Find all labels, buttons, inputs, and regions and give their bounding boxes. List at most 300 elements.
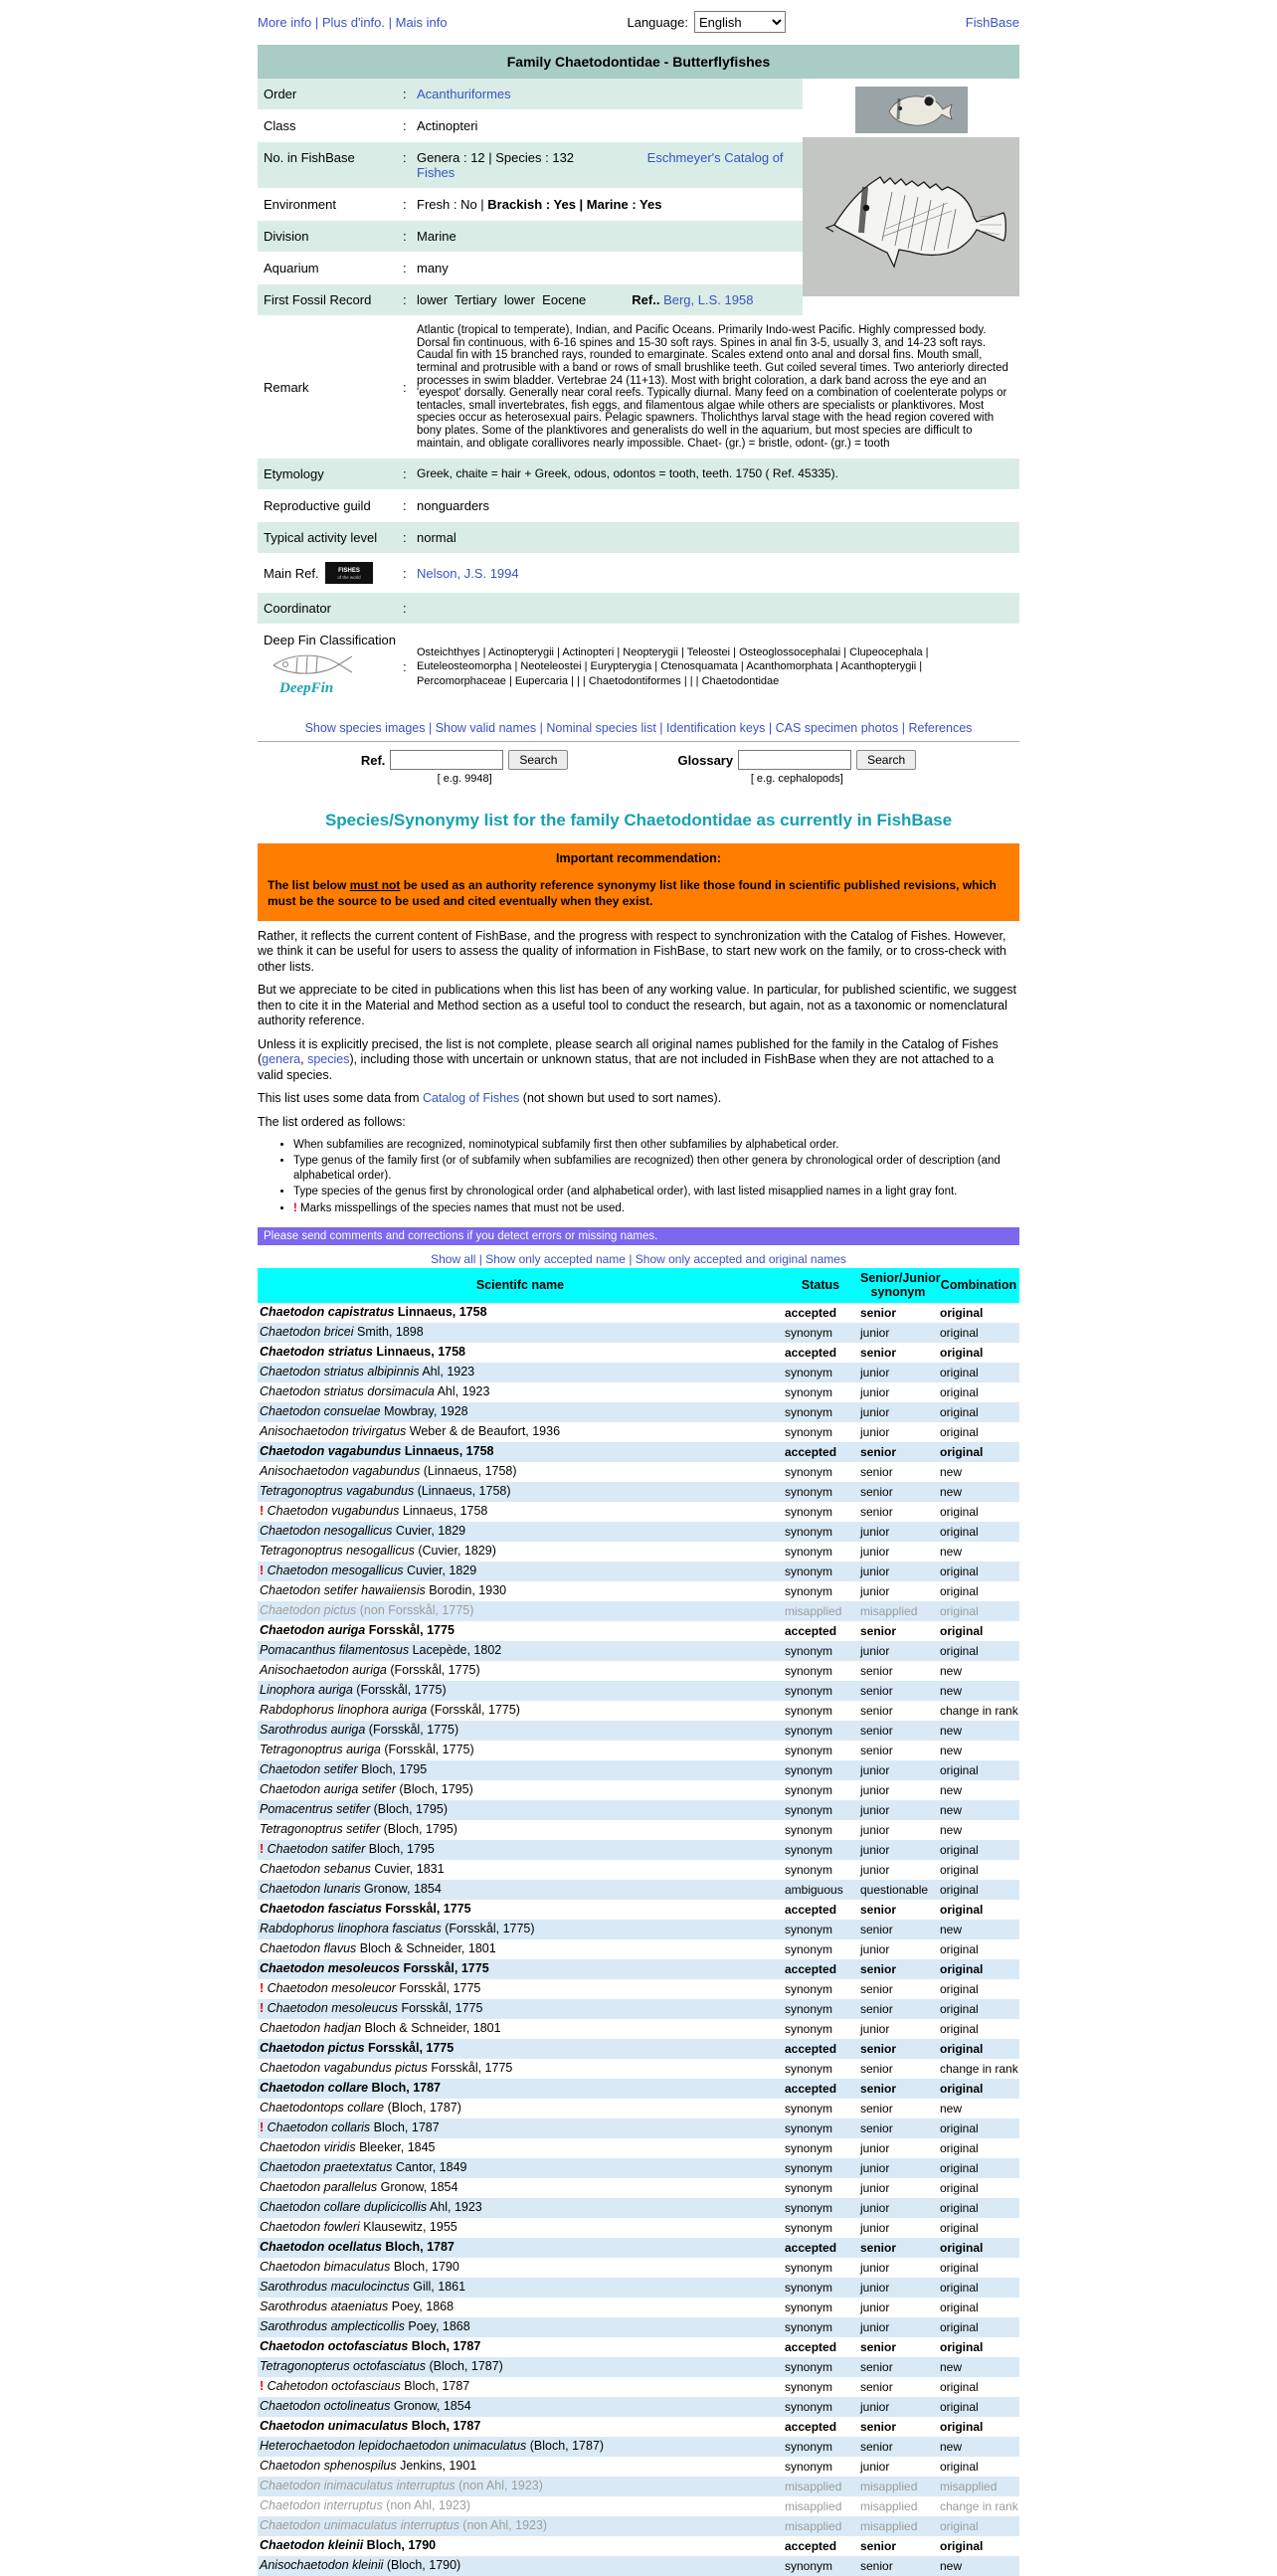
info-label: No. in FishBase <box>264 150 355 165</box>
combination-cell: new <box>940 1464 963 1479</box>
feedback-banner: Please send comments and corrections if you detect errors or missing names. <box>258 1227 1019 1245</box>
synonymy-row <box>258 2198 1019 2218</box>
combination-cell: original <box>940 2200 979 2215</box>
scientific-name-cell <box>258 1760 783 1780</box>
reproductive-guild-value: nonguarders <box>417 498 489 514</box>
status-cell: misapplied <box>785 2518 842 2533</box>
colon: : <box>403 197 407 212</box>
synonymy-row <box>258 1860 1019 1880</box>
combination-cell: original <box>940 1603 979 1618</box>
synonymy-row <box>258 1760 1019 1780</box>
fishbase-home-link[interactable]: FishBase <box>965 14 1019 30</box>
species-tool-link-2[interactable]: Show valid names <box>435 721 537 736</box>
scientific-name: Chaetodon striatus albipinnis <box>260 1365 420 1380</box>
status-cell: synonym <box>785 1941 833 1956</box>
synonymy-row <box>258 1581 1019 1601</box>
author-citation: Forsskål, 1775 <box>427 2061 513 2076</box>
synonymy-row <box>258 1959 1019 1979</box>
author-citation: Forsskål, 1775 <box>364 2041 455 2056</box>
info-label: Environment <box>264 197 336 212</box>
scientific-name: Chaetodon vugabundus <box>267 1504 400 1519</box>
author-citation: Gronow, 1854 <box>377 2180 458 2195</box>
info-label: Reproductive guild <box>264 498 371 514</box>
seniority-cell: senior <box>860 2120 893 2135</box>
svg-text:of the world: of the world <box>337 575 361 581</box>
scientific-name: Chaetodon vagabundus <box>260 1444 402 1459</box>
scientific-name-cell <box>258 1581 783 1601</box>
status-cell: ambiguous <box>785 1882 843 1897</box>
svg-text:FISHES: FISHES <box>337 568 360 575</box>
author-citation: Poey, 1868 <box>404 2319 470 2334</box>
author-citation: (Forsskål, 1775) <box>380 1743 474 1757</box>
status-cell: accepted <box>785 1444 837 1459</box>
author-citation: (Bloch, 1787) <box>526 2439 605 2454</box>
seniority-cell: senior <box>860 1623 897 1638</box>
scientific-name: Chaetodon sphenospilus <box>260 2459 397 2474</box>
scientific-name: Chaetodon mesoleucus <box>267 2001 398 2016</box>
combination-cell: original <box>940 2518 979 2533</box>
ordering-rule: • Type genus of the family first (or of subfamily when subfamilies are recognized) then other genera by chronological order of description (and alphabetical order). <box>293 1154 1019 1183</box>
scientific-name-cell <box>258 1562 783 1581</box>
eschmeyer-catalog-link[interactable]: Eschmeyer's Catalog of Fishes <box>417 150 784 180</box>
combination-cell: misapplied <box>940 2479 998 2493</box>
synonymy-row <box>258 1900 1019 1920</box>
scientific-name: Chaetodon setifer <box>260 1762 358 1777</box>
list-filter-link-1[interactable]: Show all <box>431 1251 476 1266</box>
scientific-name-cell <box>258 2198 783 2218</box>
author-citation: Ahl, 1923 <box>419 1365 475 1380</box>
colon: : <box>403 601 407 617</box>
synonymy-table-body <box>258 1303 1019 2576</box>
seniority-cell: senior <box>860 1703 893 1718</box>
link-separator: | <box>475 1251 486 1266</box>
scientific-name: Chaetodon bricei <box>260 1325 354 1340</box>
scientific-name-cell <box>258 2357 783 2377</box>
main-ref-link[interactable]: Nelson, J.S. 1994 <box>417 565 519 581</box>
status-cell: synonym <box>785 2459 833 2474</box>
synonymy-row <box>258 2516 1019 2536</box>
link-separator: | <box>765 721 776 736</box>
info-row-division <box>258 221 803 253</box>
info-row-activity-level <box>258 522 1019 554</box>
scientific-name-cell <box>258 2397 783 2417</box>
synonymy-row <box>258 2059 1019 2079</box>
synonymy-row <box>258 1661 1019 1681</box>
ordering-rule: • Type species of the genus first by chronological order (and alphabetical order), with last listed misapplied names in a light gray font. <box>293 1185 1019 1198</box>
scientific-name-cell <box>258 2337 783 2357</box>
top-info-links <box>258 15 448 30</box>
status-cell: accepted <box>785 2339 837 2354</box>
author-citation: Lacepède, 1802 <box>409 1643 502 1658</box>
misspelling-flag-icon: ! <box>260 2120 268 2135</box>
page <box>258 0 1019 2576</box>
scientific-name: Anisochaetodon kleinii <box>260 2558 384 2573</box>
activity-level-value: normal <box>417 530 456 546</box>
scientific-name: Chaetodon bimaculatus <box>260 2260 391 2275</box>
author-citation: Bloch, 1795 <box>365 1842 435 1857</box>
status-cell: synonym <box>785 1922 833 1936</box>
colon: : <box>403 498 407 514</box>
status-cell: synonym <box>785 1762 833 1777</box>
order-link[interactable]: Acanthuriformes <box>417 87 511 101</box>
scientific-name-cell <box>258 1621 783 1641</box>
top-info-link-3[interactable]: Mais info <box>395 14 448 30</box>
fossil-ref-label: Ref.. <box>632 292 660 307</box>
colon: : <box>403 565 407 581</box>
status-cell: synonym <box>785 1723 833 1738</box>
scientific-name: Anisochaetodon vagabundus <box>260 1464 421 1479</box>
language-group <box>627 11 785 33</box>
synonymy-row <box>258 2158 1019 2178</box>
author-citation: (Linnaeus, 1758) <box>420 1464 517 1479</box>
status-cell: synonym <box>785 1663 833 1678</box>
genera-link[interactable]: genera <box>262 1052 301 1067</box>
synonymy-row <box>258 1522 1019 1542</box>
search-area <box>258 750 1019 785</box>
author-citation: Poey, 1868 <box>388 2300 455 2314</box>
ordering-rule: • When subfamilies are recognized, nominotypical subfamily first then other subfamilies by alphabetical order. <box>293 1138 1019 1152</box>
seniority-cell: junior <box>860 1583 890 1598</box>
synonymy-row <box>258 2099 1019 2118</box>
misspelling-flag-icon: ! <box>260 2379 268 2394</box>
author-citation: Bloch & Schneider, 1801 <box>356 1941 496 1956</box>
info-label: Coordinator <box>264 601 331 617</box>
info-row-no-in-fishbase <box>258 142 803 189</box>
info-label: Order <box>264 87 297 101</box>
scientific-name-cell <box>258 2059 783 2079</box>
author-citation: Bleeker, 1845 <box>355 2140 436 2155</box>
synonymy-row <box>258 1601 1019 1621</box>
author-citation: (Forsskål, 1775) <box>352 1683 447 1698</box>
synonymy-row <box>258 1621 1019 1641</box>
ref-search-input[interactable] <box>390 750 503 770</box>
synonymy-row <box>258 2556 1019 2576</box>
scientific-name: Pomacentrus setifer <box>260 1802 371 1817</box>
synonymy-row <box>258 2238 1019 2258</box>
deepfin-classification-text: Osteichthyes | Actinopterygii | Actinopteri | Neopterygii | Teleostei | Osteoglossocephalai | Clupeocephala | Euteleosteomorpha | Neoteleostei | Eurypterygia | Ctenosquamata | Acanthomorphata | Acanthopterygii | Percomorphaceae | Eupercaria | | | Chaetodontiformes | | | Chaetodontidae <box>417 645 929 687</box>
scientific-name: Chaetodon satifer <box>267 1842 366 1857</box>
combination-cell: change in rank <box>940 2498 1018 2513</box>
scientific-name: Chaetodon striatus <box>260 1345 373 1360</box>
synonymy-row <box>258 1323 1019 1343</box>
species-tool-link-5[interactable]: CAS specimen photos <box>775 721 899 736</box>
combination-cell: new <box>940 2558 963 2573</box>
fossil-ref-link[interactable]: Berg, L.S. 1958 <box>663 292 754 307</box>
scientific-name-cell <box>258 1900 783 1920</box>
author-citation: Smith, 1898 <box>353 1325 424 1340</box>
scientific-name-cell <box>258 1422 783 1442</box>
scientific-name-cell <box>258 2377 783 2397</box>
ordering-rule: • ! Marks misspellings of the species names that must not be used. <box>293 1201 1019 1215</box>
synonymy-row <box>258 1502 1019 1522</box>
link-separator: | <box>655 721 667 736</box>
fossil-record-value: lower Tertiary lower Eocene <box>417 292 587 307</box>
scientific-name-cell <box>258 2099 783 2118</box>
remark-text: Atlantic (tropical to temperate), Indian, and Pacific Oceans. Primarily Indo-west Pacific. Highly compressed body. Dorsal fin continuous, with 6-16 spines and 15-30 soft rays. Spines in anal fin 3-5, usually 3, and 14-23 soft rays. Caudal fin with 15 branched rays, rounded to emarginate. Scales extend onto anal and dorsal fins. Mouth small, terminal and protrusible with a band or rows of small brushlike teeth. Gut coiled several times. Two anteriorly directed processes in swim bladder. Vertebrae 24 (11+13). Most with bright coloration, a dark band across the eye and an 'eyespot' dorsally. Generally near coral reefs. Typically diurnal. Many feed on a combination of coelenterate polyps or tentacles, small invertebrates, fish eggs, and filamentous algae while others are specialists or planktivores. Most species occur as heterosexual pairs. Pelagic spawners. Tholichthys larval stage with the head region covered with bony plates. Some of the planktivores and generalists do well in the aquarium, but most species are difficult to maintain, and obligate corallivores nearly impossible. Chaet- (gr.) = bristle, odont- (gr.) = tooth <box>417 324 1008 450</box>
synonymy-row <box>258 2457 1019 2477</box>
recommendation-box <box>258 843 1019 920</box>
scientific-name-cell <box>258 2079 783 2099</box>
scientific-name-cell <box>258 1780 783 1800</box>
combination-cell: new <box>940 1484 963 1499</box>
scientific-name-cell <box>258 1542 783 1562</box>
synonymy-row <box>258 1800 1019 1820</box>
seniority-cell: junior <box>860 2280 890 2295</box>
species-tool-link-4[interactable]: Identification keys <box>666 721 766 736</box>
combination-cell: new <box>940 1802 963 1817</box>
scientific-name-cell <box>258 2258 783 2278</box>
synonymy-row <box>258 1363 1019 1382</box>
combination-cell: original <box>940 2459 979 2474</box>
status-cell: synonym <box>785 2319 833 2334</box>
author-citation: (Bloch, 1795) <box>380 1822 457 1837</box>
scientific-name: Chaetodon lunaris <box>260 1882 361 1897</box>
author-citation: (Bloch, 1795) <box>370 1802 448 1817</box>
list-order-intro: The list ordered as follows: <box>258 1114 406 1129</box>
species-tool-link-1[interactable]: Show species images <box>304 721 426 736</box>
svg-text:DeepFin: DeepFin <box>279 680 334 697</box>
combination-cell: new <box>940 1822 963 1837</box>
colon: : <box>403 229 407 244</box>
status-cell: synonym <box>785 2101 833 2116</box>
seniority-cell: junior <box>860 1643 890 1658</box>
status-cell: accepted <box>785 2538 837 2553</box>
status-cell: synonym <box>785 2379 833 2394</box>
seniority-cell: junior <box>860 1941 890 1956</box>
seniority-cell: junior <box>860 1822 890 1837</box>
status-cell: synonym <box>785 1822 833 1837</box>
combination-cell: change in rank <box>940 1703 1018 1718</box>
status-cell: synonym <box>785 2220 833 2235</box>
scientific-name-cell <box>258 1741 783 1760</box>
combination-cell: original <box>940 1345 984 1360</box>
scientific-name: Linophora auriga <box>260 1683 353 1698</box>
author-citation: Bloch, 1795 <box>357 1762 428 1777</box>
species-tool-links <box>258 721 1019 735</box>
combination-cell: original <box>940 1384 979 1399</box>
synonymy-row <box>258 1422 1019 1442</box>
list-filter-links <box>258 1252 1019 1266</box>
scientific-name-cell <box>258 1979 783 1999</box>
author-citation: Bloch & Schneider, 1801 <box>361 2021 501 2036</box>
combination-cell: original <box>940 1842 979 1857</box>
scientific-name-cell <box>258 2039 783 2059</box>
scientific-name: Chaetodon nesogallicus <box>260 1524 393 1539</box>
scientific-name: Chaetodon viridis <box>260 2140 356 2155</box>
scientific-name-cell <box>258 1343 783 1363</box>
note-paragraph-1: Rather, it reflects the current content of FishBase, and the progress with respect to synchronization with the Catalog of Fishes. However, we think it can be useful for users to assess the quality of information in FishBase, to start new work on the family, or to cross-check with other lists. <box>258 928 1006 974</box>
scientific-name-cell <box>258 1701 783 1721</box>
language-label: Language: <box>627 14 688 30</box>
seniority-cell: senior <box>860 1504 893 1519</box>
author-citation: Mowbray, 1928 <box>380 1404 468 1419</box>
synonymy-row <box>258 1542 1019 1562</box>
scientific-name-cell <box>258 2118 783 2138</box>
scientific-name: Chaetodon sebanus <box>260 1862 371 1877</box>
catalog-of-fishes-link[interactable]: Catalog of Fishes <box>423 1091 520 1106</box>
status-cell: synonym <box>785 1404 833 1419</box>
scientific-name-cell <box>258 1502 783 1522</box>
scientific-name-cell <box>258 2238 783 2258</box>
scientific-name: Chaetodon auriga setifer <box>260 1782 396 1797</box>
scientific-name: Heterochaetodon lepidochaetodon unimaculatus <box>260 2439 527 2454</box>
species-link[interactable]: species <box>307 1052 350 1067</box>
species-tool-link-6[interactable]: References <box>908 721 973 736</box>
author-citation: Linnaeus, 1758 <box>394 1305 487 1320</box>
ref-search-button[interactable]: Search <box>508 750 568 770</box>
seniority-cell: senior <box>860 1345 897 1360</box>
status-cell: synonym <box>785 1981 833 1996</box>
synonymy-row <box>258 1641 1019 1661</box>
info-row-order <box>258 79 803 110</box>
info-label: Remark <box>264 379 309 395</box>
seniority-cell: senior <box>860 2101 893 2116</box>
author-citation: Forsskål, 1775 <box>365 1623 455 1638</box>
status-cell: synonym <box>785 1743 833 1757</box>
glossary-search-input[interactable] <box>738 750 851 770</box>
colon: : <box>403 379 407 395</box>
author-citation: Cuvier, 1829 <box>403 1564 477 1578</box>
combination-cell: original <box>940 2220 979 2235</box>
status-cell: synonym <box>785 1782 833 1797</box>
combination-cell: new <box>940 2359 963 2374</box>
link-separator: | <box>625 1251 636 1266</box>
combination-cell: original <box>940 2041 984 2056</box>
scientific-name-cell <box>258 1840 783 1860</box>
seniority-cell: junior <box>860 1842 890 1857</box>
combination-cell: original <box>940 2260 979 2275</box>
glossary-search-button[interactable]: Search <box>856 750 916 770</box>
link-separator: | <box>311 14 322 30</box>
seniority-cell: junior <box>860 2160 890 2175</box>
family-summary-card <box>258 45 1019 709</box>
seniority-cell: senior <box>860 2419 897 2434</box>
misspelling-flag-icon: ! <box>260 2001 268 2016</box>
combination-cell: new <box>940 1743 963 1757</box>
combination-cell: original <box>940 1424 979 1439</box>
synonymy-row <box>258 2178 1019 2198</box>
recommendation-body: The list below must not be used as an authority reference synonymy list like those found in scientific published revisions, which must be the source to be used and cited eventually when they exist. <box>268 878 997 908</box>
scientific-name-cell <box>258 2536 783 2556</box>
species-tool-link-3[interactable]: Nominal species list <box>546 721 656 736</box>
scientific-name: Chaetodon ocellatus <box>260 2240 382 2255</box>
deepfin-logo <box>264 649 358 697</box>
scientific-name-cell <box>258 1402 783 1422</box>
scientific-name-cell <box>258 1462 783 1482</box>
scientific-name: Chaetodon unimaculatus interruptus <box>260 2518 459 2533</box>
scientific-name-cell <box>258 1860 783 1880</box>
synonymy-row <box>258 1303 1019 1323</box>
scientific-name: Chaetodon collare duplicicollis <box>260 2200 428 2215</box>
combination-cell: new <box>940 2101 963 2116</box>
synonymy-row <box>258 2298 1019 2317</box>
synonymy-row <box>258 1402 1019 1422</box>
seniority-cell: junior <box>860 1325 890 1340</box>
link-separator: | <box>425 721 436 736</box>
scientific-name-cell <box>258 1721 783 1741</box>
combination-cell: new <box>940 1544 963 1559</box>
combination-cell: new <box>940 1782 963 1797</box>
info-label: Typical activity level <box>264 530 378 546</box>
aquarium-value: many <box>417 261 449 276</box>
scientific-name-cell <box>258 1880 783 1900</box>
status-cell: accepted <box>785 1345 837 1360</box>
top-info-link-2[interactable]: Plus d'info. <box>321 14 385 30</box>
combination-cell: original <box>940 2339 984 2354</box>
combination-cell: original <box>940 2120 979 2135</box>
link-separator: | <box>898 721 909 736</box>
scientific-name: Chaetodon consuelae <box>260 1404 381 1419</box>
author-citation: Gronow, 1854 <box>390 2399 471 2414</box>
status-cell: synonym <box>785 1583 833 1598</box>
scientific-name: Chaetodon fasciatus <box>260 1902 382 1917</box>
seniority-cell: junior <box>860 2319 890 2334</box>
synonymy-table-header <box>258 1268 1019 1303</box>
header-senior-junior: Senior/Junior synonym <box>858 1268 938 1303</box>
author-citation: Bloch, 1787 <box>381 2240 455 2255</box>
combination-cell: new <box>940 1663 963 1678</box>
status-cell: synonym <box>785 2280 833 2295</box>
seniority-cell: senior <box>860 2240 897 2255</box>
combination-cell: original <box>940 2538 984 2553</box>
status-cell: synonym <box>785 1544 833 1559</box>
seniority-cell: misapplied <box>860 2479 918 2493</box>
note-paragraph-2: But we appreciate to be cited in publications when this list has been of any working value. In particular, for published scientific, we suggest then to cite it in the Material and Method section as a useful tool to conduct the research, but again, not as a taxonomic or nomenclatural authority reference. <box>258 983 1016 1028</box>
combination-cell: original <box>940 2081 984 2096</box>
status-cell: synonym <box>785 2439 833 2454</box>
top-info-link-1[interactable]: More info <box>258 14 312 30</box>
glossary-search-group <box>677 750 916 785</box>
ordering-rules-list <box>258 1138 1019 1215</box>
combination-cell: new <box>940 1683 963 1698</box>
colon: : <box>403 150 407 165</box>
scientific-name-cell <box>258 2317 783 2337</box>
scientific-name-cell <box>258 2496 783 2516</box>
scientific-name: Chaetodon pictus <box>260 2041 365 2056</box>
scientific-name-cell <box>258 2218 783 2238</box>
colon: : <box>403 261 407 276</box>
scientific-name-cell <box>258 1323 783 1343</box>
combination-cell: original <box>940 1961 984 1976</box>
seniority-cell: misapplied <box>860 1603 918 1618</box>
language-select[interactable] <box>694 11 786 33</box>
status-cell: synonym <box>785 1683 833 1698</box>
status-cell: accepted <box>785 1623 837 1638</box>
seniority-cell: junior <box>860 2220 890 2235</box>
colon: : <box>403 118 407 133</box>
author-citation: Bloch, 1787 <box>368 2081 441 2096</box>
scientific-name-cell <box>258 1681 783 1701</box>
scientific-name-cell <box>258 2477 783 2496</box>
seniority-cell: senior <box>860 1484 893 1499</box>
combination-cell: original <box>940 1504 979 1519</box>
author-citation: Bloch, 1790 <box>363 2538 437 2553</box>
scientific-name: Tetragonoptrus vagabundus <box>260 1484 415 1499</box>
author-citation: (non Ahl, 1923) <box>382 2498 470 2513</box>
seniority-cell: junior <box>860 1365 890 1380</box>
seniority-cell: senior <box>860 2379 893 2394</box>
environment-fresh: Fresh : No | <box>417 197 488 212</box>
synonymy-row <box>258 2496 1019 2516</box>
author-citation: (Cuvier, 1829) <box>414 1544 496 1559</box>
list-filter-link-2[interactable]: Show only accepted name <box>485 1251 626 1266</box>
list-filter-link-3[interactable]: Show only accepted and original names <box>635 1251 846 1266</box>
scientific-name-cell <box>258 2278 783 2298</box>
status-cell: synonym <box>785 1643 833 1658</box>
seniority-cell: junior <box>860 2260 890 2275</box>
info-label: Main Ref. <box>264 565 319 581</box>
seniority-cell: junior <box>860 1424 890 1439</box>
